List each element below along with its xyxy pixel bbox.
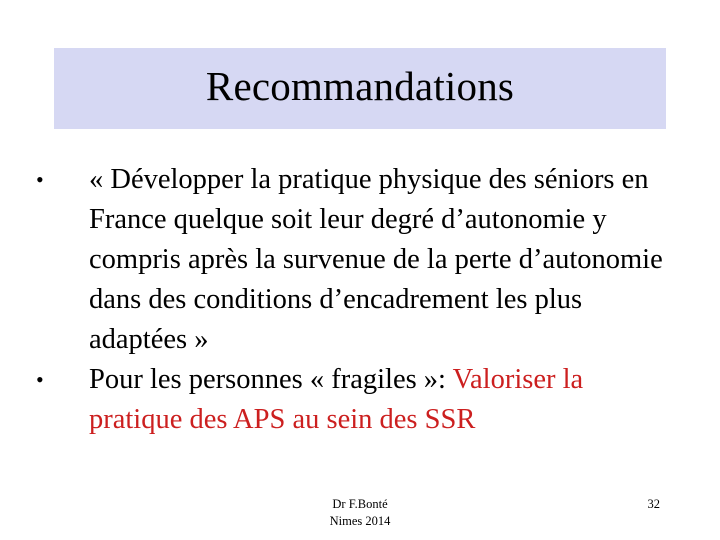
bullet-item-2 [36,360,676,440]
bullet-icon: • [36,167,44,192]
bullet-text: Pour les personnes « fragiles »: [89,364,453,395]
bullet-text: « Développer la pratique physique des séniors en France quelque soit leur degré d’autonomie y compris après la survenue de la perte d’autonomie dans des conditions d’encadrement les plus adaptées » [89,164,663,355]
bullet-icon: • [36,367,44,392]
bullet-highlight-text: Valoriser la pratique des APS au sein des SSR [89,364,584,435]
slide-footer [300,496,420,530]
bullet-item-1 [36,160,676,360]
footer-author: Dr F.Bonté [332,497,388,511]
slide-title: Recommandations [205,63,515,109]
footer-event: Nimes 2014 [329,514,391,528]
slide-content [36,160,676,440]
title-band [54,48,666,129]
slide-number: 32 [647,497,660,511]
